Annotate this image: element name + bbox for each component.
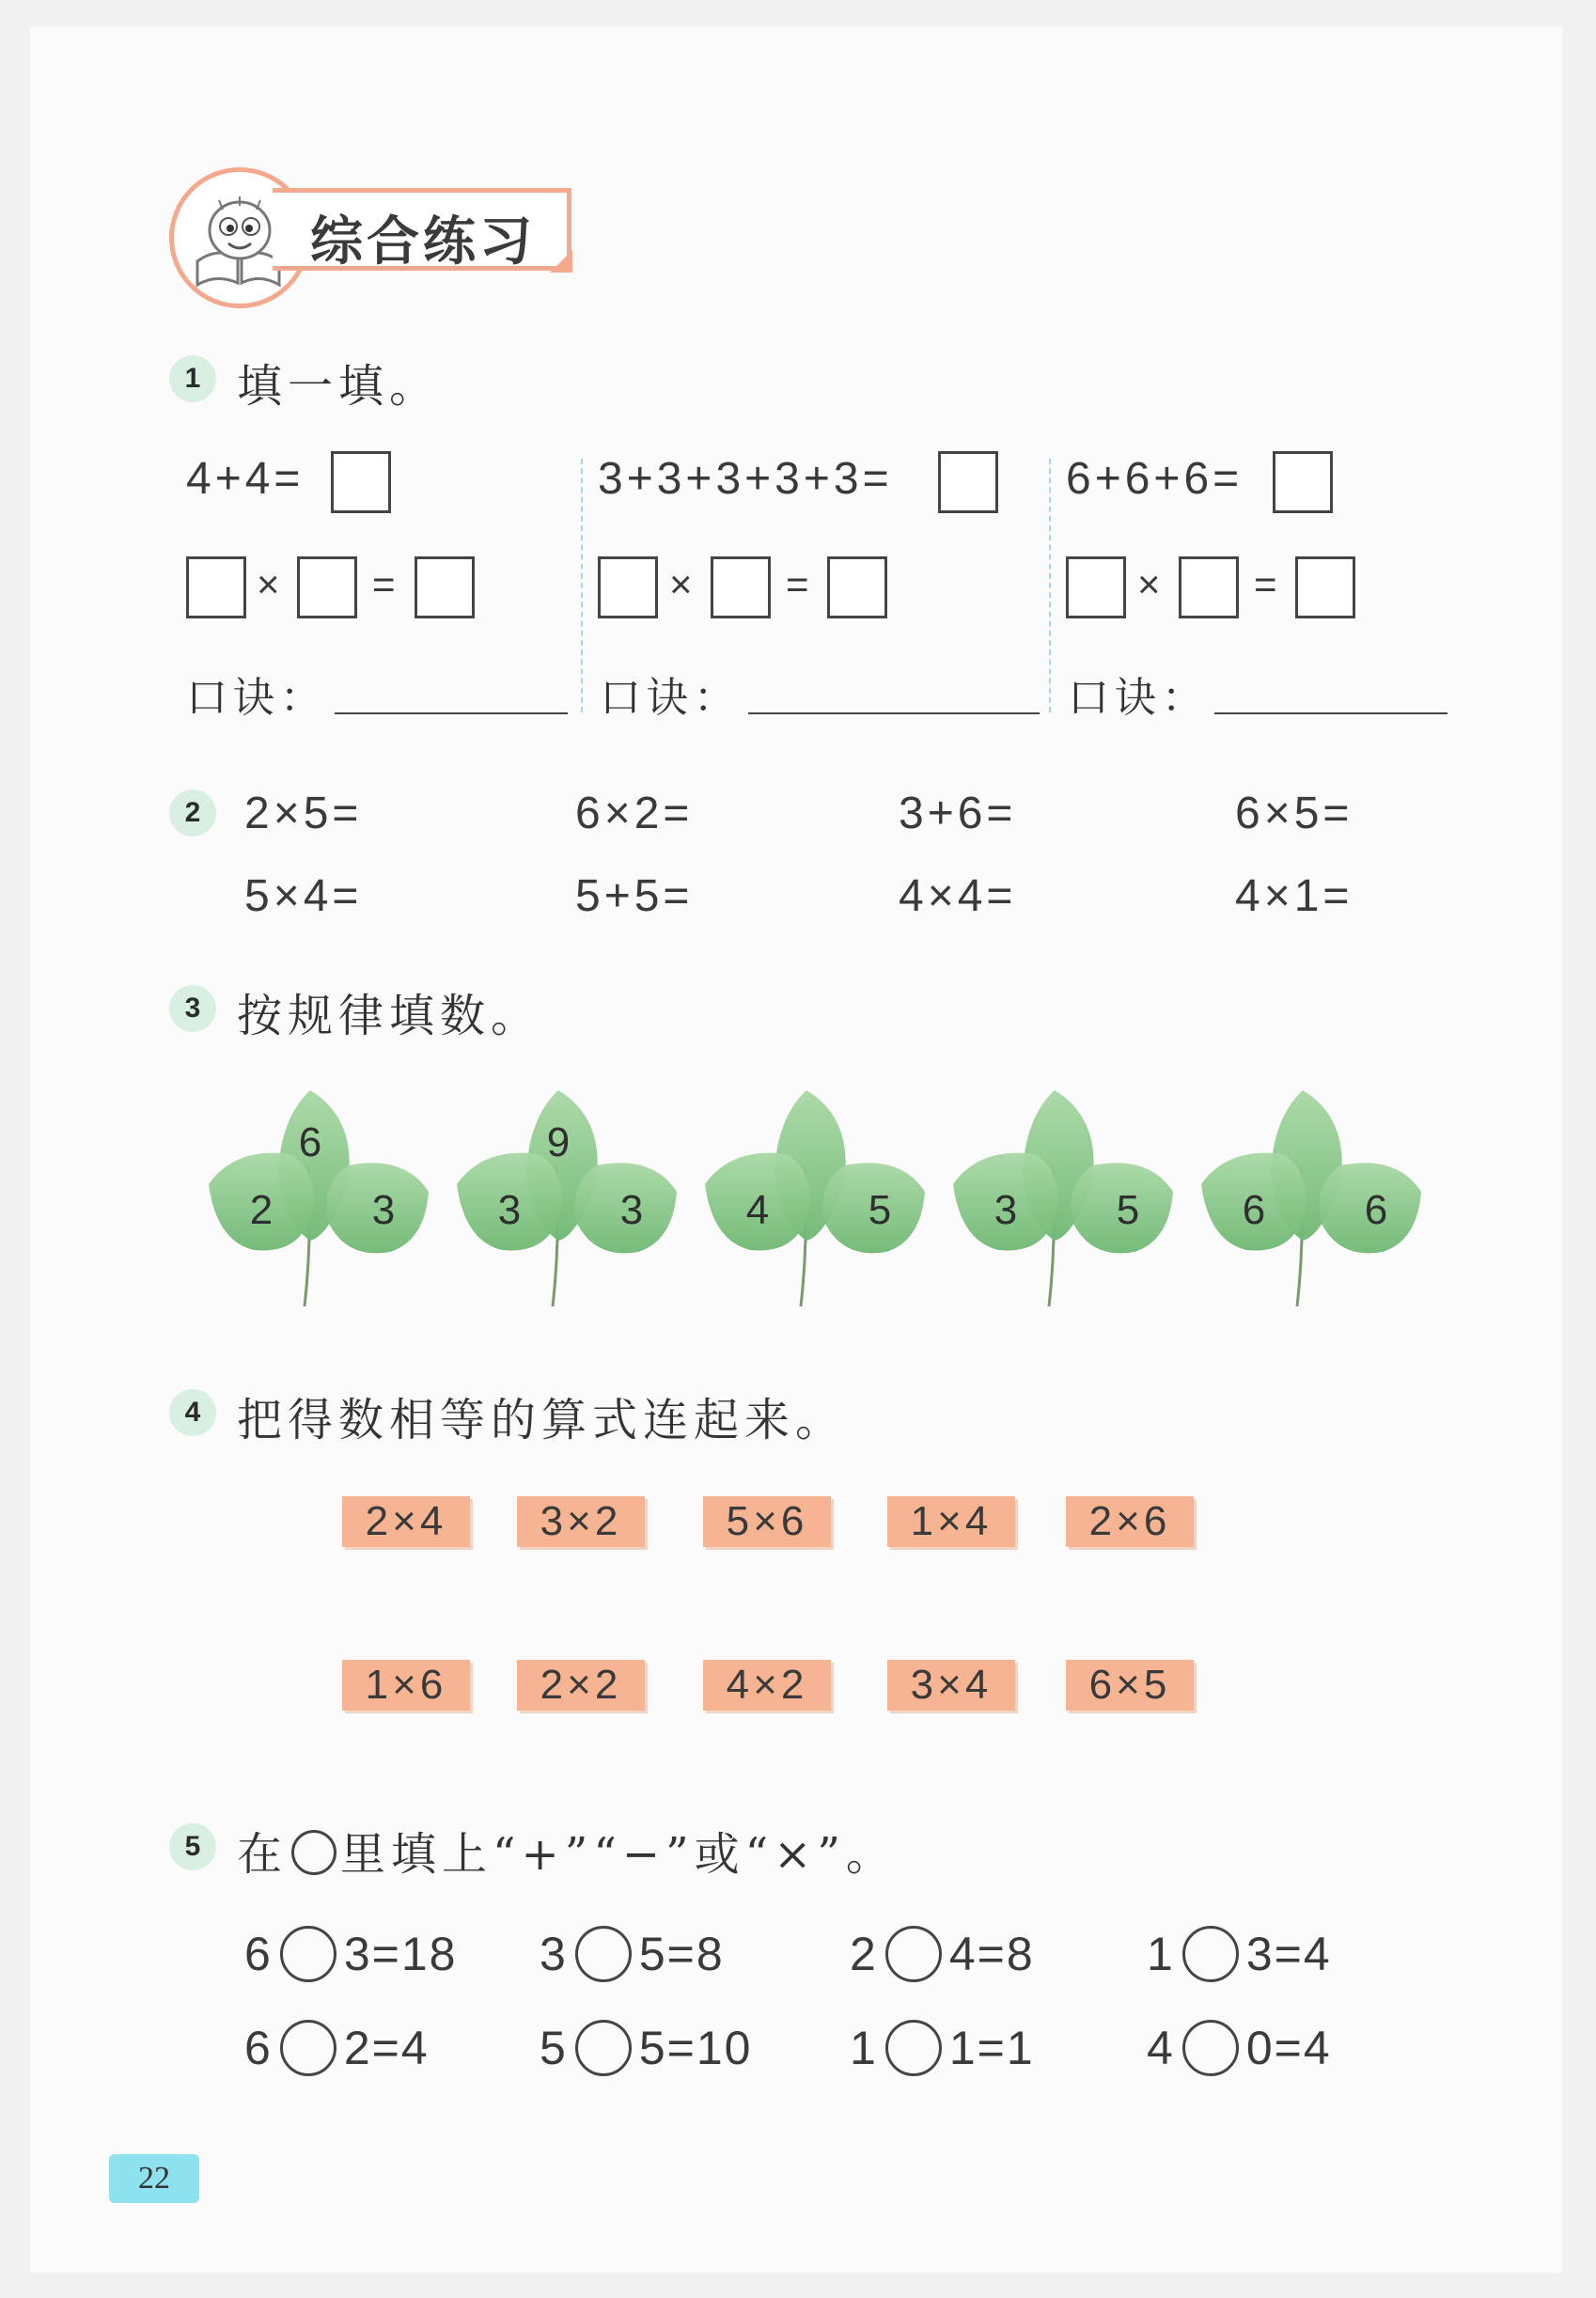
koujue-label: 口诀：	[1068, 674, 1209, 722]
circle-example-icon	[291, 1830, 336, 1875]
page-title: 综合练习	[310, 211, 536, 273]
leaf-group	[457, 1090, 677, 1306]
question-5-number: 5	[169, 1823, 216, 1870]
leaf-group	[705, 1090, 925, 1306]
q5-equation	[540, 1927, 725, 1986]
question-5-text-after: 里填上“+”“−”或“×”。	[340, 1828, 897, 1881]
q5-equation	[244, 2021, 430, 2080]
koujue-label: 口诀：	[600, 674, 741, 722]
equals-sign: =	[1254, 562, 1277, 606]
question-1-text: 填一填。	[237, 360, 441, 413]
operator-slot[interactable]	[280, 1926, 336, 1982]
match-expression-top[interactable]: 2×6	[1066, 1496, 1194, 1547]
q2-item: 3+6=	[899, 789, 1017, 838]
operand: 2	[850, 1928, 878, 1980]
operand: 6	[244, 2022, 273, 2074]
leaf-right-number: 6	[1364, 1187, 1388, 1233]
question-4-number: 4	[169, 1389, 216, 1436]
result: 2=4	[343, 2022, 430, 2074]
question-3-number: 3	[169, 985, 216, 1032]
question-3-text: 按规律填数。	[237, 990, 542, 1042]
q1-expression-2: 3+3+3+3+3=	[598, 454, 893, 504]
q5-equation	[850, 1927, 1035, 1986]
leaf-group	[1201, 1090, 1421, 1306]
q1-expression-1: 4+4=	[186, 454, 305, 504]
answer-box[interactable]	[186, 556, 246, 618]
leaf-left-number: 2	[249, 1187, 274, 1233]
leaf-right-number: 3	[371, 1187, 396, 1233]
q5-equation	[1147, 2021, 1332, 2080]
result: 5=8	[638, 1928, 725, 1980]
answer-box[interactable]	[598, 556, 658, 618]
answer-box[interactable]	[297, 556, 357, 618]
match-expression-top[interactable]: 1×4	[887, 1496, 1015, 1547]
operator-slot[interactable]	[575, 1926, 632, 1982]
q2-item: 4×1=	[1235, 871, 1353, 921]
leaf-right-number: 5	[1116, 1187, 1140, 1233]
koujue-label: 口诀：	[186, 674, 327, 722]
answer-box[interactable]	[938, 451, 998, 513]
q5-equation	[1147, 1927, 1332, 1986]
result: 4=8	[948, 1928, 1035, 1980]
operand: 3	[540, 1928, 568, 1980]
question-2-number: 2	[169, 789, 216, 836]
result: 3=4	[1245, 1928, 1332, 1980]
column-divider	[581, 459, 583, 712]
q5-equation	[540, 2021, 752, 2080]
match-expression-top[interactable]: 2×4	[342, 1496, 470, 1547]
q2-item: 5×4=	[244, 871, 363, 921]
operator-slot[interactable]	[885, 2020, 942, 2076]
operand: 6	[244, 1928, 273, 1980]
answer-box[interactable]	[1179, 556, 1239, 618]
operator-slot[interactable]	[1182, 2020, 1239, 2076]
answer-box[interactable]	[1273, 451, 1333, 513]
operand: 1	[1147, 1928, 1175, 1980]
leaf-group	[209, 1090, 429, 1306]
q5-equation	[850, 2021, 1035, 2080]
answer-box[interactable]	[415, 556, 475, 618]
operator-slot[interactable]	[575, 2020, 632, 2076]
operator-slot[interactable]	[885, 1926, 942, 1982]
leaf-right-number: 3	[619, 1187, 644, 1233]
answer-box[interactable]	[1066, 556, 1126, 618]
koujue-answer-line[interactable]	[748, 712, 1040, 714]
match-expression-bottom[interactable]: 6×5	[1066, 1660, 1194, 1711]
result: 5=10	[638, 2022, 753, 2074]
match-expression-bottom[interactable]: 1×6	[342, 1660, 470, 1711]
koujue-answer-line[interactable]	[335, 712, 568, 714]
leaf-top-number: 6	[298, 1119, 322, 1165]
q2-item: 6×2=	[575, 789, 694, 838]
question-5-text-before: 在	[237, 1828, 289, 1881]
match-expression-top[interactable]: 5×6	[703, 1496, 831, 1547]
q2-item: 6×5=	[1235, 789, 1353, 838]
match-expression-bottom[interactable]: 3×4	[887, 1660, 1015, 1711]
q2-item: 5+5=	[575, 871, 694, 921]
question-1-number: 1	[169, 355, 216, 402]
leaf-group	[953, 1090, 1173, 1306]
times-sign: ×	[669, 562, 693, 606]
leaf-left-number: 3	[994, 1187, 1018, 1233]
leaf-pattern	[207, 1081, 1447, 1316]
result: 0=4	[1245, 2022, 1332, 2074]
leaf-left-number: 4	[745, 1187, 770, 1233]
answer-box[interactable]	[827, 556, 887, 618]
result: 3=18	[343, 1928, 458, 1980]
times-sign: ×	[257, 562, 280, 606]
match-expression-bottom[interactable]: 2×2	[517, 1660, 645, 1711]
match-expression-bottom[interactable]: 4×2	[703, 1660, 831, 1711]
question-5-text	[237, 1818, 897, 1883]
times-sign: ×	[1137, 562, 1161, 606]
operand: 5	[540, 2022, 568, 2074]
equals-sign: =	[372, 562, 396, 606]
answer-box[interactable]	[711, 556, 771, 618]
question-4-text: 把得数相等的算式连起来。	[237, 1394, 847, 1446]
operand: 1	[850, 2022, 878, 2074]
q5-equation	[244, 1927, 457, 1986]
leaf-right-number: 5	[868, 1187, 892, 1233]
column-divider	[1049, 459, 1051, 712]
leaf-top-number: 9	[546, 1119, 571, 1165]
q2-item: 4×4=	[899, 871, 1017, 921]
answer-box[interactable]	[1295, 556, 1355, 618]
operator-slot[interactable]	[1182, 1926, 1239, 1982]
answer-box[interactable]	[331, 451, 391, 513]
q2-item: 2×5=	[244, 789, 363, 838]
leaf-left-number: 3	[497, 1187, 522, 1233]
match-expression-top[interactable]: 3×2	[517, 1496, 645, 1547]
page-number: 22	[109, 2154, 199, 2203]
result: 1=1	[948, 2022, 1035, 2074]
operand: 4	[1147, 2022, 1175, 2074]
q1-expression-3: 6+6+6=	[1066, 454, 1244, 504]
operator-slot[interactable]	[280, 2020, 336, 2076]
koujue-answer-line[interactable]	[1214, 712, 1447, 714]
leaf-left-number: 6	[1242, 1187, 1266, 1233]
equals-sign: =	[786, 562, 809, 606]
